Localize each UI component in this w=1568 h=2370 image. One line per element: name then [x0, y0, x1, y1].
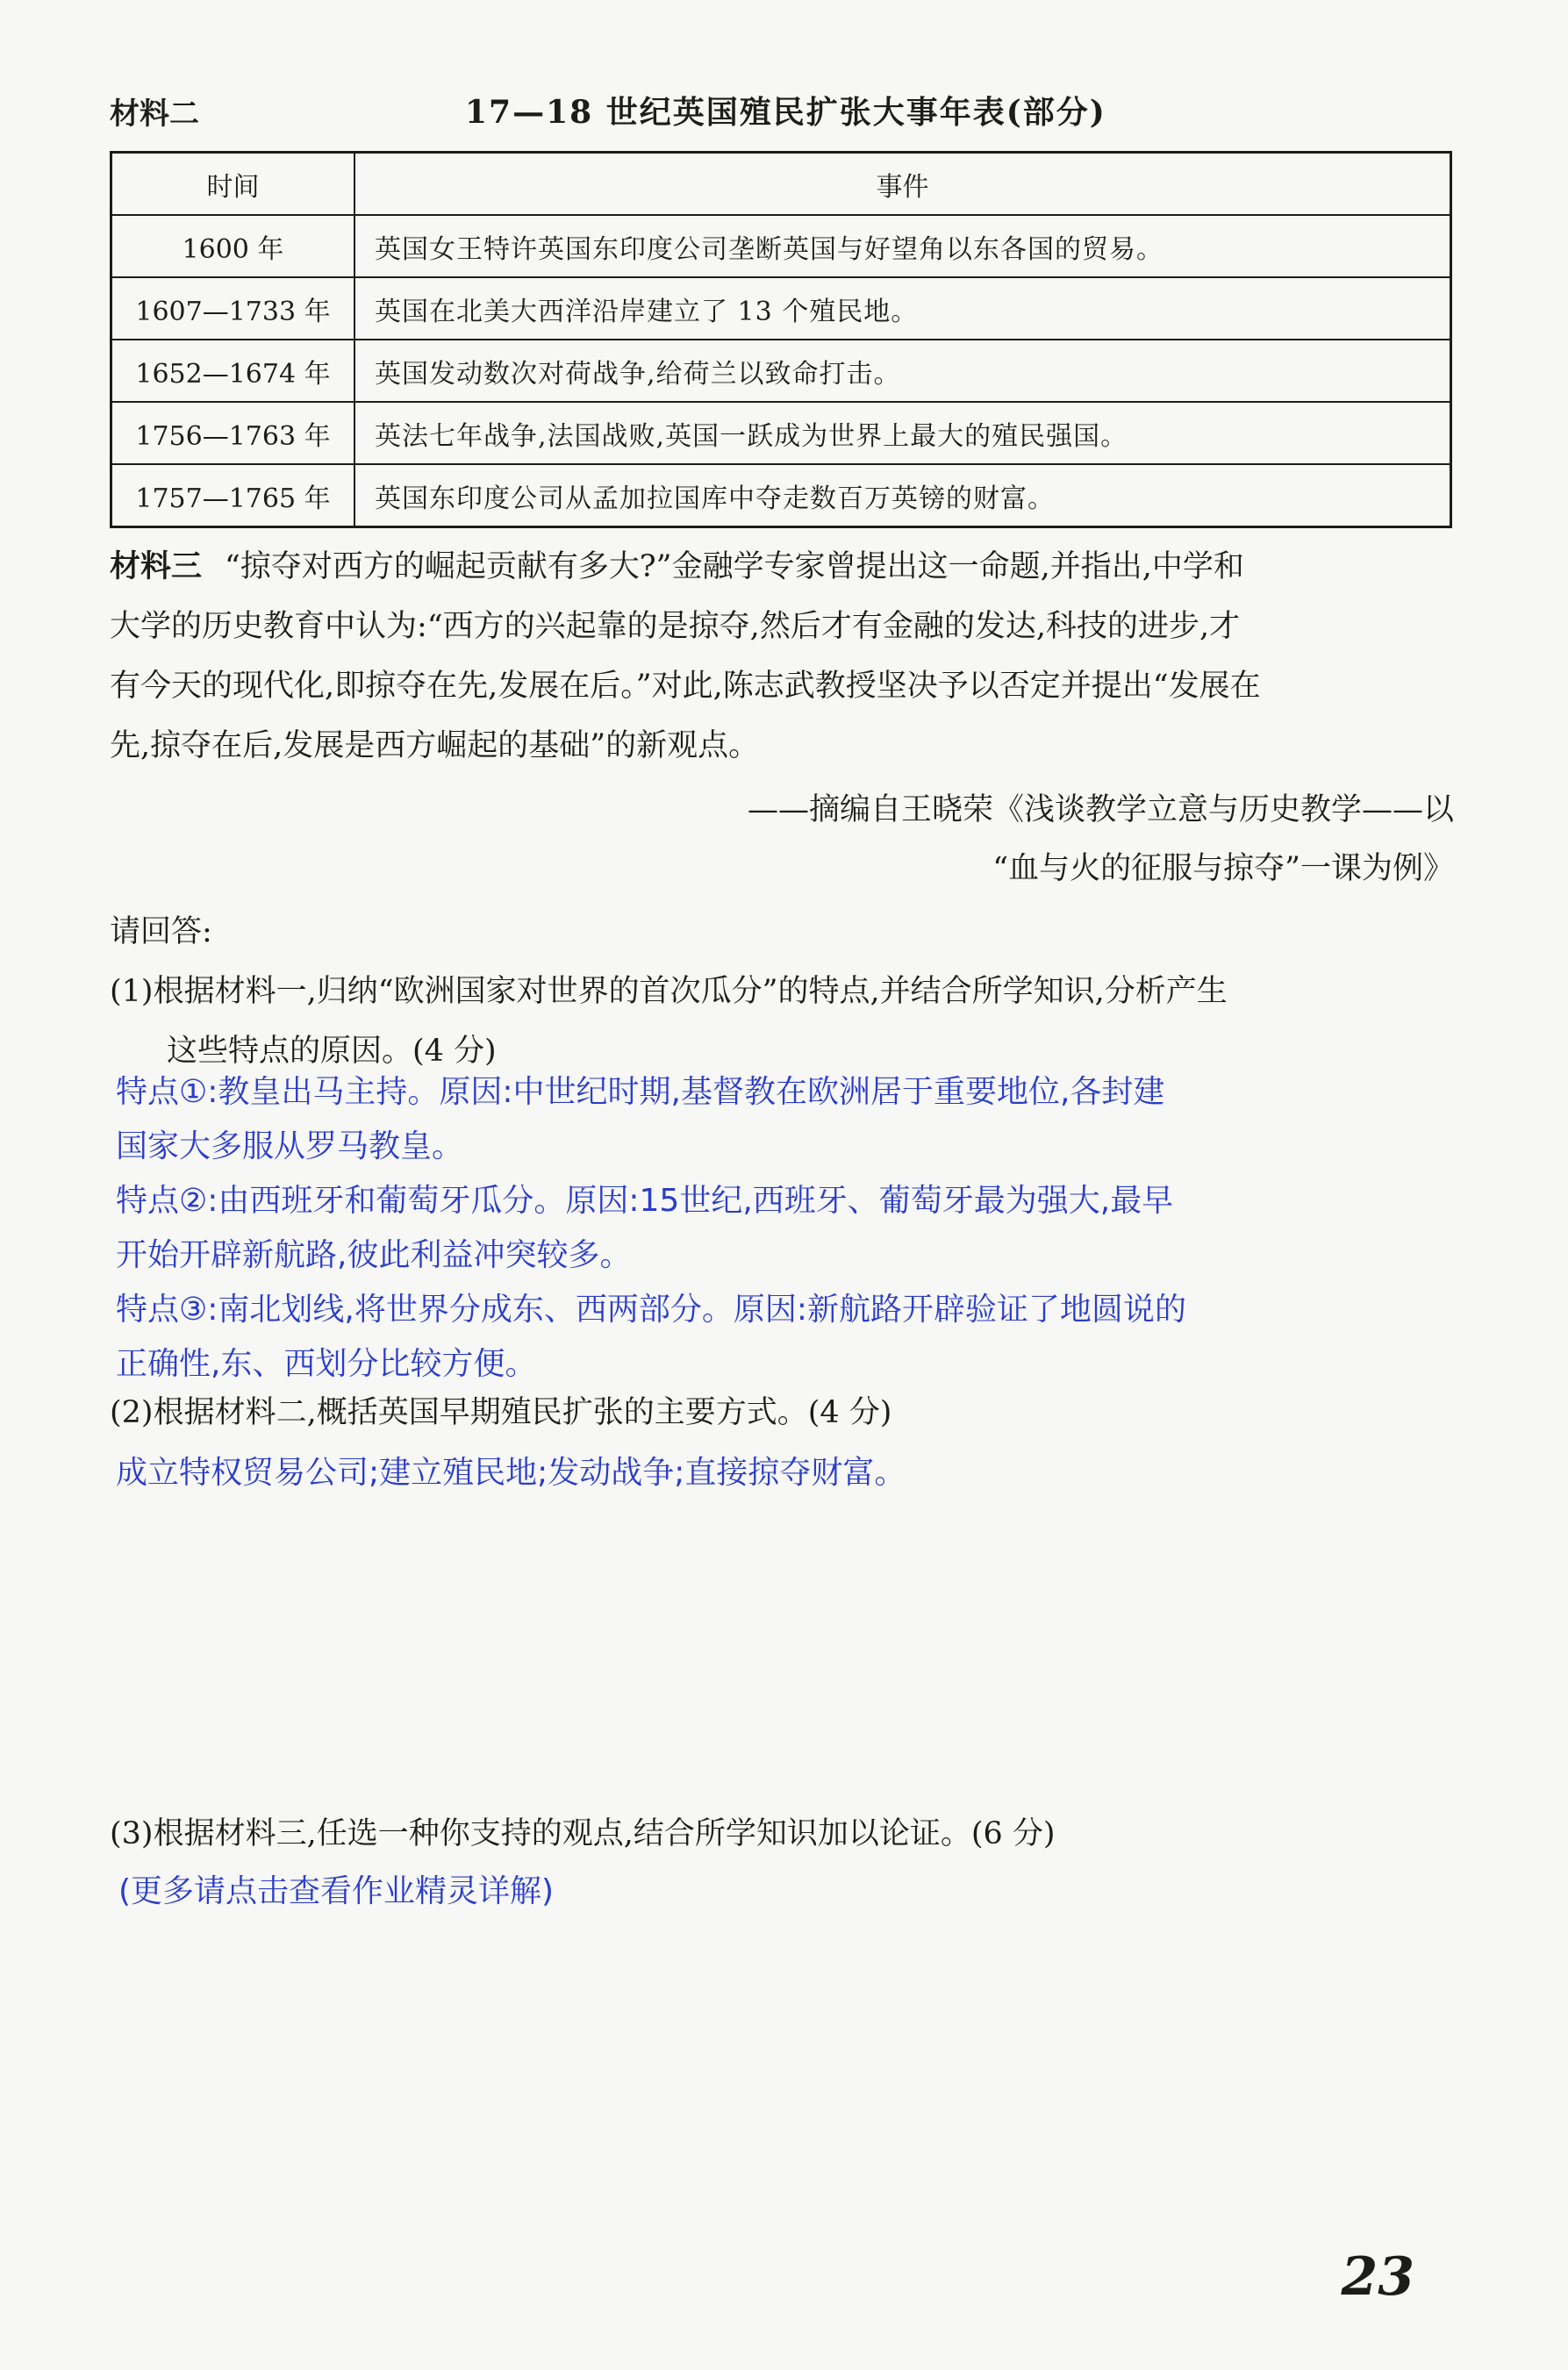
answer-1 — [116, 1065, 1186, 1392]
row-event: 英国女王特许英国东印度公司垄断英国与好望角以东各国的贸易。 — [354, 215, 1451, 277]
material3-line-text: “掠夺对西方的崛起贡献有多大?”金融学专家曾提出这一命题,并指出,中学和 — [225, 549, 1244, 584]
events-table — [110, 151, 1452, 528]
answer-1-line: 国家大多服从罗马教皇。 — [116, 1128, 464, 1164]
question-3: (3)根据材料三,任选一种你支持的观点,结合所学知识加以论证。(6 分) — [110, 1816, 1056, 1851]
material3-line — [110, 537, 1454, 597]
material3-line: 大学的历史教育中认为:“西方的兴起靠的是掠夺,然后才有金融的发达,科技的进步,才 — [110, 609, 1241, 644]
row-time: 1607—1733 年 — [111, 277, 355, 340]
row-time: 1757—1765 年 — [111, 464, 355, 527]
row-time: 1600 年 — [111, 215, 355, 277]
row-time: 1756—1763 年 — [111, 402, 355, 464]
table-row — [111, 464, 1451, 527]
material2-label: 材料二 — [110, 97, 199, 132]
questions-prompt: 请回答: — [110, 914, 212, 949]
material3-line: 先,掠夺在后,发展是西方崛起的基础”的新观点。 — [110, 728, 760, 763]
row-event: 英国发动数次对荷战争,给荷兰以致命打击。 — [354, 340, 1451, 402]
row-event: 英国在北美大西洋沿岸建立了 13 个殖民地。 — [354, 277, 1451, 340]
question-1-line1: (1)根据材料一,归纳“欧洲国家对世界的首次瓜分”的特点,并结合所学知识,分析产生 — [110, 974, 1228, 1009]
row-event: 英法七年战争,法国战败,英国一跃成为世界上最大的殖民强国。 — [354, 402, 1451, 464]
table-row — [111, 402, 1451, 464]
more-details-link[interactable]: (更多请点击查看作业精灵详解) — [118, 1873, 555, 1909]
source-citation-line2: “血与火的征服与掠夺”一课为例》 — [992, 851, 1454, 886]
source-citation-line1: ——摘编自王晓荣《浅谈教学立意与历史教学——以 — [747, 792, 1454, 827]
row-time: 1652—1674 年 — [111, 340, 355, 402]
answer-1-line: 正确性,东、西划分比较方便。 — [116, 1346, 537, 1382]
header-time: 时间 — [111, 153, 355, 216]
table-row — [111, 277, 1451, 340]
table-row — [111, 215, 1451, 277]
material3-line: 有今天的现代化,即掠夺在先,发展在后。”对此,陈志武教授坚决予以否定并提出“发展在 — [110, 669, 1261, 704]
page-number: 23 — [1341, 2246, 1414, 2308]
row-event: 英国东印度公司从孟加拉国库中夺走数百万英镑的财富。 — [354, 464, 1451, 527]
material3-label: 材料三 — [110, 549, 203, 584]
question-1-line2: 这些特点的原因。(4 分) — [167, 1034, 497, 1069]
material2-title: 17—18 世纪英国殖民扩张大事年表(部分) — [465, 94, 1106, 131]
question-2: (2)根据材料二,概括英国早期殖民扩张的主要方式。(4 分) — [110, 1395, 892, 1430]
header-event: 事件 — [354, 153, 1451, 216]
answer-1-line: 特点③:南北划线,将世界分成东、西两部分。原因:新航路开辟验证了地圆说的 — [116, 1292, 1186, 1328]
table-header-row — [111, 153, 1451, 216]
answer-1-line: 特点①:教皇出马主持。原因:中世纪时期,基督教在欧洲居于重要地位,各封建 — [116, 1074, 1165, 1110]
table-row — [111, 340, 1451, 402]
answer-2: 成立特权贸易公司;建立殖民地;发动战争;直接掠夺财富。 — [116, 1455, 906, 1491]
answer-1-line: 特点②:由西班牙和葡萄牙瓜分。原因:15世纪,西班牙、葡萄牙最为强大,最早 — [116, 1183, 1174, 1219]
answer-1-line: 开始开辟新航路,彼此利益冲突较多。 — [116, 1237, 632, 1273]
material3-paragraph — [110, 537, 1454, 776]
